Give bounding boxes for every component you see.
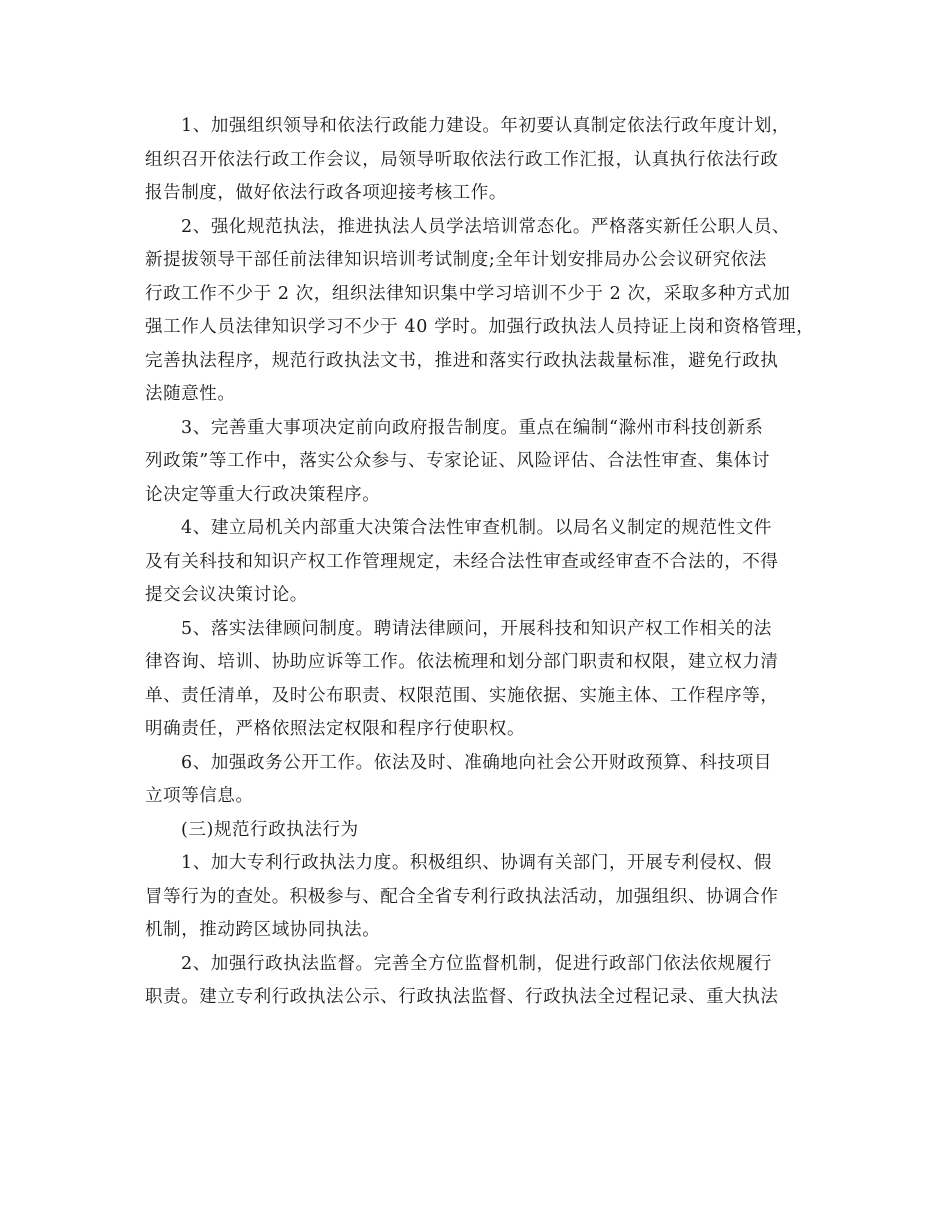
text-line: 1、加强组织领导和依法行政能力建设。年初要认真制定依法行政年度计划， [181,116,791,136]
text-line: 列政策”等工作中，落实公众参与、专家论证、风险评估、合法性审查、集体讨 [145,451,770,471]
text-line: 提交会议决策讨论。 [145,585,308,605]
text-line: 5、落实法律顾问制度。聘请法律顾问，开展科技和知识产权工作相关的法 [181,618,772,639]
text-line: 立项等信息。 [145,786,254,806]
text-line: 组织召开依法行政工作会议，局领导听取依法行政工作汇报，认真执行依法行政 [145,149,779,170]
text-line: 明确责任，严格依照法定权限和程序行使职权。 [145,719,526,739]
text-line: 职责。建立专利行政执法公示、行政执法监督、行政执法全过程记录、重大执法 [145,987,779,1007]
text-line: 4、建立局机关内部重大决策合法性审查机制。以局名义制定的规范性文件 [181,518,772,538]
document-body [145,110,825,1015]
text-line: 2、加强行政执法监督。完善全方位监督机制，促进行政部门依法依规履行 [181,953,772,974]
text-line: 行政工作不少于 2 次，组织法律知识集中学习培训不少于 2 次，采取多种方式加 [145,283,791,304]
text-line: 及有关科技和知识产权工作管理规定，未经合法性审查或经审查不合法的，不得 [145,551,779,572]
text-line: 冒等行为的查处。积极参与、配合全省专利行政执法活动，加强组织、协调合作 [145,886,779,907]
text-line: 机制，推动跨区域协同执法。 [145,920,381,940]
text-line: 1、加大专利行政执法力度。积极组织、协调有关部门，开展专利侵权、假 [181,853,772,873]
text-line: 新提拔领导干部任前法律知识培训考试制度;全年计划安排局办公会议研究依法 [145,250,767,270]
text-line: 6、加强政务公开工作。依法及时、准确地向社会公开财政预算、科技项目 [181,752,772,773]
text-line: 2、强化规范执法，推进执法人员学法培训常态化。严格落实新任公职人员、 [181,216,791,237]
text-line: 单、责任清单，及时公布职责、权限范围、实施依据、实施主体、工作程序等， [145,685,779,706]
text-line: 完善执法程序，规范行政执法文书，推进和落实行政执法裁量标准，避免行政执 [145,350,779,371]
text-line: 论决定等重大行政决策程序。 [145,484,381,505]
section-heading: (三)规范行政执法行为 [181,819,359,840]
text-line: 强工作人员法律知识学习不少于 40 学时。加强行政执法人员持证上岗和资格管理， [145,317,815,337]
text-line: 报告制度，做好依法行政各项迎接考核工作。 [145,183,507,203]
text-line: 3、完善重大事项决定前向政府报告制度。重点在编制“滁州市科技创新系 [181,417,764,438]
text-line: 律咨询、培训、协助应诉等工作。依法梳理和划分部门职责和权限，建立权力清 [145,652,779,672]
text-line: 法随意性。 [145,384,236,404]
